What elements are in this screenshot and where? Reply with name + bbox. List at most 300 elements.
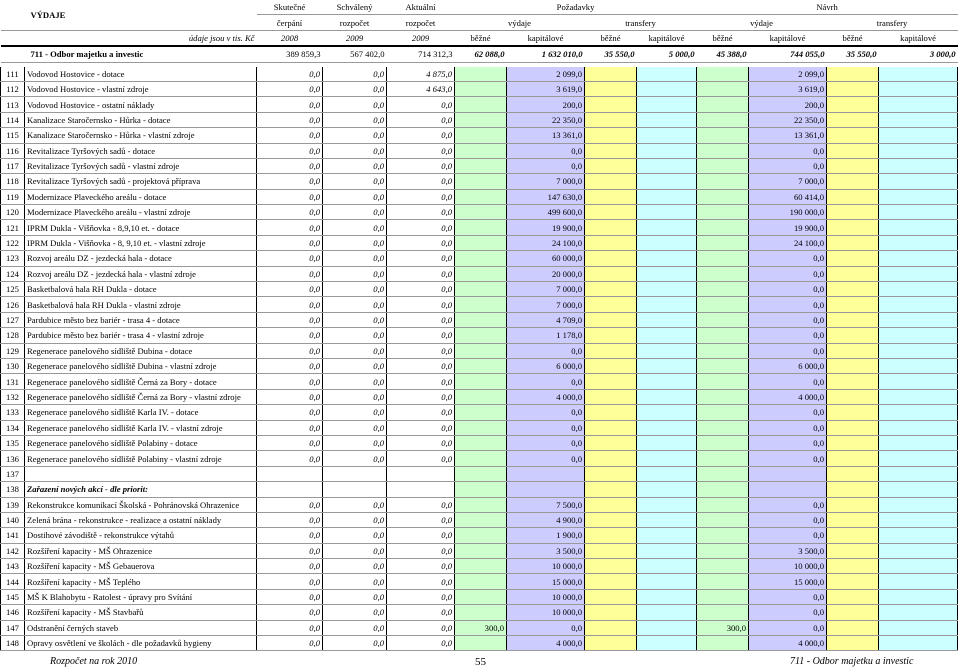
empty-cell <box>585 266 637 281</box>
row-number: 143 <box>1 559 25 574</box>
empty-cell <box>637 420 697 435</box>
nav-bezne-value <box>697 451 749 466</box>
nav-kap-value: 19 900,0 <box>749 220 827 235</box>
skutecne-value: 0,0 <box>257 497 323 512</box>
poz-kap-value: 10 000,0 <box>507 605 585 620</box>
skutecne-value: 0,0 <box>257 605 323 620</box>
poz-kap-value: 0,0 <box>507 374 585 389</box>
empty-cell <box>637 251 697 266</box>
poz-bezne-value <box>455 512 507 527</box>
empty-cell <box>827 543 879 558</box>
empty-cell <box>637 482 697 497</box>
skutecne-value: 0,0 <box>257 528 323 543</box>
nav-bezne-value <box>697 67 749 82</box>
poz-kap-value: 3 619,0 <box>507 81 585 96</box>
poz-bezne-value <box>455 405 507 420</box>
row-number: 139 <box>1 497 25 512</box>
poz-bezne-value <box>455 451 507 466</box>
empty-cell <box>827 528 879 543</box>
empty-cell <box>637 389 697 404</box>
row-number: 111 <box>1 67 25 82</box>
table-row <box>1 451 958 466</box>
empty-cell <box>637 189 697 204</box>
schvaleny-value: 0,0 <box>323 158 387 173</box>
dept-poz-bezne: 62 088,0 <box>455 46 507 62</box>
empty-cell <box>827 312 879 327</box>
row-name: Kanalizace Staročernsko - Hůrka - dotace <box>25 112 257 127</box>
poz-kap-value: 6 000,0 <box>507 358 585 373</box>
row-number: 133 <box>1 405 25 420</box>
empty-cell <box>827 158 879 173</box>
empty-cell <box>827 358 879 373</box>
table-row <box>1 251 958 266</box>
nav-bezne-value <box>697 158 749 173</box>
col-schvaleny-2: rozpočet <box>323 15 387 30</box>
row-number: 127 <box>1 312 25 327</box>
empty-cell <box>827 620 879 635</box>
poz-bezne-value <box>455 420 507 435</box>
table-row <box>1 559 958 574</box>
row-name: Revitalizace Tyršových sadů - dotace <box>25 143 257 158</box>
empty-cell <box>637 220 697 235</box>
nav-kap-value: 0,0 <box>749 420 827 435</box>
nav-bezne-value <box>697 205 749 220</box>
row-number: 145 <box>1 589 25 604</box>
empty-cell <box>585 528 637 543</box>
aktualni-value: 0,0 <box>387 574 455 589</box>
nav-kap-value: 22 350,0 <box>749 112 827 127</box>
nav-kap-value: 0,0 <box>749 405 827 420</box>
schvaleny-value: 0,0 <box>323 67 387 82</box>
empty-cell <box>827 112 879 127</box>
skutecne-value: 0,0 <box>257 435 323 450</box>
nav-kap-value: 0,0 <box>749 528 827 543</box>
nav-bezne-value <box>697 312 749 327</box>
skutecne-value: 0,0 <box>257 589 323 604</box>
poz-kap-value: 24 100,0 <box>507 235 585 250</box>
schvaleny-value: 0,0 <box>323 97 387 112</box>
poz-bezne-value <box>455 328 507 343</box>
aktualni-value: 0,0 <box>387 389 455 404</box>
empty-cell <box>585 220 637 235</box>
empty-cell <box>827 589 879 604</box>
empty-cell <box>637 128 697 143</box>
empty-cell <box>585 67 637 82</box>
poz-kap-value: 10 000,0 <box>507 559 585 574</box>
nav-kap-value: 0,0 <box>749 312 827 327</box>
nav-bezne-value <box>697 435 749 450</box>
table-row <box>1 589 958 604</box>
empty-cell <box>637 174 697 189</box>
skutecne-value: 0,0 <box>257 374 323 389</box>
skutecne-value: 0,0 <box>257 512 323 527</box>
row-number: 142 <box>1 543 25 558</box>
table-row <box>1 67 958 82</box>
poz-kap-value: 4 900,0 <box>507 512 585 527</box>
empty-cell <box>827 143 879 158</box>
empty-cell <box>637 451 697 466</box>
nav-kap-value: 0,0 <box>749 497 827 512</box>
nav-bezne-value <box>697 112 749 127</box>
aktualni-value: 0,0 <box>387 636 455 651</box>
poz-bezne-value <box>455 589 507 604</box>
dept-nav-bezne: 45 388,0 <box>697 46 749 62</box>
skutecne-value: 0,0 <box>257 559 323 574</box>
empty-cell <box>585 235 637 250</box>
col-aktualni-year: 2009 <box>387 30 455 46</box>
aktualni-value: 0,0 <box>387 589 455 604</box>
pozadavky-transfery: transfery <box>585 15 697 30</box>
empty-cell <box>827 451 879 466</box>
empty-cell <box>585 451 637 466</box>
poz-kap-value: 0,0 <box>507 158 585 173</box>
dept-nav-tr-bezne: 35 550,0 <box>827 46 879 62</box>
table-row <box>1 143 958 158</box>
schvaleny-value: 0,0 <box>323 420 387 435</box>
empty-cell <box>879 81 958 96</box>
empty-cell <box>827 297 879 312</box>
aktualni-value <box>387 482 455 497</box>
aktualni-value: 0,0 <box>387 620 455 635</box>
aktualni-value: 0,0 <box>387 358 455 373</box>
empty-cell <box>879 235 958 250</box>
nav-kap-value: 13 361,0 <box>749 128 827 143</box>
row-number: 125 <box>1 282 25 297</box>
row-name: Regenerace panelového sídliště Černá za Bory - dotace <box>25 374 257 389</box>
empty-cell <box>637 435 697 450</box>
empty-cell <box>637 559 697 574</box>
aktualni-value: 0,0 <box>387 251 455 266</box>
poz-kap-value: 7 000,0 <box>507 282 585 297</box>
nav-kap-value: 3 500,0 <box>749 543 827 558</box>
aktualni-value: 0,0 <box>387 543 455 558</box>
schvaleny-value: 0,0 <box>323 128 387 143</box>
footer-right: 711 - Odbor majetku a investic <box>790 656 914 667</box>
empty-cell <box>637 312 697 327</box>
row-number: 132 <box>1 389 25 404</box>
poz-bezne-value <box>455 482 507 497</box>
nav-kap-value: 0,0 <box>749 282 827 297</box>
row-name: Modernizace Plaveckého areálu - vlastní zdroje <box>25 205 257 220</box>
poz-kap-value: 10 000,0 <box>507 589 585 604</box>
empty-cell <box>585 282 637 297</box>
table-row <box>1 605 958 620</box>
poz-kap-value: 22 350,0 <box>507 112 585 127</box>
empty-cell <box>879 205 958 220</box>
schvaleny-value: 0,0 <box>323 343 387 358</box>
empty-cell <box>585 97 637 112</box>
empty-cell <box>585 466 637 481</box>
poz-kap-value: 4 000,0 <box>507 636 585 651</box>
aktualni-value: 0,0 <box>387 143 455 158</box>
empty-cell <box>879 466 958 481</box>
empty-cell <box>585 605 637 620</box>
poz-kap-value: 1 178,0 <box>507 328 585 343</box>
skutecne-value: 0,0 <box>257 220 323 235</box>
poz-bezne-value <box>455 605 507 620</box>
schvaleny-value: 0,0 <box>323 112 387 127</box>
empty-cell <box>585 205 637 220</box>
poz-bezne-value <box>455 251 507 266</box>
page-footer <box>0 656 959 672</box>
table-row <box>1 266 958 281</box>
schvaleny-value <box>323 466 387 481</box>
skutecne-value: 0,0 <box>257 158 323 173</box>
empty-cell <box>827 374 879 389</box>
row-number: 147 <box>1 620 25 635</box>
empty-cell <box>879 112 958 127</box>
col-schvaleny-year: 2009 <box>323 30 387 46</box>
nav-bezne-value <box>697 543 749 558</box>
nav-bezne-value <box>697 420 749 435</box>
poz-bezne-value <box>455 235 507 250</box>
skutecne-value: 0,0 <box>257 282 323 297</box>
aktualni-value: 0,0 <box>387 451 455 466</box>
schvaleny-value: 0,0 <box>323 451 387 466</box>
row-name: Regenerace panelového sídliště Polabiny - dotace <box>25 435 257 450</box>
skutecne-value <box>257 466 323 481</box>
schvaleny-value: 0,0 <box>323 512 387 527</box>
table-row <box>1 636 958 651</box>
row-name: Vodovod Hostovice - dotace <box>25 67 257 82</box>
poz-bezne-value <box>455 358 507 373</box>
empty-cell <box>879 358 958 373</box>
schvaleny-value: 0,0 <box>323 358 387 373</box>
row-name: Odstranění černých staveb <box>25 620 257 635</box>
aktualni-value: 0,0 <box>387 112 455 127</box>
skutecne-value: 0,0 <box>257 312 323 327</box>
skutecne-value: 0,0 <box>257 81 323 96</box>
aktualni-value: 0,0 <box>387 405 455 420</box>
nav-kap-value: 6 000,0 <box>749 358 827 373</box>
hdr-kapitalove: kapitálové <box>879 30 958 46</box>
nav-bezne-value <box>697 97 749 112</box>
table-row <box>1 389 958 404</box>
nav-bezne-value <box>697 589 749 604</box>
empty-cell <box>879 559 958 574</box>
nav-bezne-value <box>697 343 749 358</box>
row-name: Vodovod Hostovice - vlastní zdroje <box>25 81 257 96</box>
poz-bezne-value <box>455 282 507 297</box>
empty-cell <box>879 374 958 389</box>
table-row <box>1 466 958 481</box>
empty-cell <box>585 128 637 143</box>
empty-cell <box>827 559 879 574</box>
empty-cell <box>585 497 637 512</box>
dept-skutecne: 389 859,3 <box>257 46 323 62</box>
table-row <box>1 435 958 450</box>
skutecne-value: 0,0 <box>257 205 323 220</box>
skutecne-value: 0,0 <box>257 112 323 127</box>
empty-cell <box>585 574 637 589</box>
skutecne-value: 0,0 <box>257 405 323 420</box>
schvaleny-value: 0,0 <box>323 189 387 204</box>
empty-cell <box>879 97 958 112</box>
nav-kap-value: 10 000,0 <box>749 559 827 574</box>
table-row <box>1 420 958 435</box>
row-name: MŠ K Blahobytu - Ratolest - úpravy pro Svítání <box>25 589 257 604</box>
poz-bezne-value <box>455 158 507 173</box>
poz-bezne-value <box>455 343 507 358</box>
table-row <box>1 312 958 327</box>
aktualni-value: 4 875,0 <box>387 67 455 82</box>
row-number: 112 <box>1 81 25 96</box>
empty-cell <box>879 297 958 312</box>
nav-bezne-value <box>697 497 749 512</box>
empty-cell <box>637 636 697 651</box>
empty-cell <box>637 543 697 558</box>
nav-kap-value: 0,0 <box>749 158 827 173</box>
row-name: Rozšíření kapacity - MŠ Ohrazenice <box>25 543 257 558</box>
skutecne-value <box>257 482 323 497</box>
row-name: IPRM Dukla - Višňovka - 8,9,10 et. - dotace <box>25 220 257 235</box>
col-skutecne-1: Skutečné <box>257 0 323 15</box>
empty-cell <box>637 405 697 420</box>
empty-cell <box>637 374 697 389</box>
row-name: Basketbalová hala RH Dukla - vlastní zdroje <box>25 297 257 312</box>
row-number: 138 <box>1 482 25 497</box>
aktualni-value: 0,0 <box>387 128 455 143</box>
skutecne-value: 0,0 <box>257 235 323 250</box>
aktualni-value: 0,0 <box>387 420 455 435</box>
poz-kap-value: 19 900,0 <box>507 220 585 235</box>
empty-cell <box>585 328 637 343</box>
row-name: Kanalizace Staročernsko - Hůrka - vlastní zdroje <box>25 128 257 143</box>
header-row-3 <box>1 30 958 46</box>
nav-kap-value: 0,0 <box>749 343 827 358</box>
row-number: 119 <box>1 189 25 204</box>
skutecne-value: 0,0 <box>257 297 323 312</box>
row-number: 118 <box>1 174 25 189</box>
hdr-kapitalove: kapitálové <box>749 30 827 46</box>
empty-cell <box>879 251 958 266</box>
empty-cell <box>827 405 879 420</box>
nav-bezne-value <box>697 297 749 312</box>
nav-bezne-value <box>697 636 749 651</box>
aktualni-value: 0,0 <box>387 605 455 620</box>
dept-schvaleny: 567 402,0 <box>323 46 387 62</box>
empty-cell <box>879 620 958 635</box>
table-row <box>1 174 958 189</box>
aktualni-value: 0,0 <box>387 189 455 204</box>
table-row <box>1 620 958 635</box>
row-number: 140 <box>1 512 25 527</box>
table-row <box>1 297 958 312</box>
schvaleny-value: 0,0 <box>323 143 387 158</box>
row-name: Rozšíření kapacity - MŠ Gebauerova <box>25 559 257 574</box>
poz-kap-value: 1 900,0 <box>507 528 585 543</box>
empty-cell <box>879 405 958 420</box>
nav-bezne-value <box>697 528 749 543</box>
empty-cell <box>585 251 637 266</box>
nav-bezne-value <box>697 81 749 96</box>
empty-cell <box>637 67 697 82</box>
poz-bezne-value <box>455 389 507 404</box>
navrh-header: Návrh <box>697 0 958 15</box>
empty-cell <box>637 297 697 312</box>
poz-kap-value: 7 000,0 <box>507 297 585 312</box>
aktualni-value: 0,0 <box>387 497 455 512</box>
poz-bezne-value <box>455 636 507 651</box>
empty-cell <box>827 636 879 651</box>
empty-cell <box>637 358 697 373</box>
aktualni-value: 0,0 <box>387 235 455 250</box>
dept-poz-kap: 1 632 010,0 <box>507 46 585 62</box>
empty-cell <box>637 282 697 297</box>
aktualni-value: 0,0 <box>387 220 455 235</box>
row-number: 120 <box>1 205 25 220</box>
nav-bezne-value <box>697 374 749 389</box>
table-row <box>1 512 958 527</box>
nav-kap-value: 7 000,0 <box>749 174 827 189</box>
row-number: 146 <box>1 605 25 620</box>
dept-nav-tr-kap: 3 000,0 <box>879 46 958 62</box>
nav-kap-value: 15 000,0 <box>749 574 827 589</box>
table-row <box>1 282 958 297</box>
empty-cell <box>827 67 879 82</box>
nav-bezne-value <box>697 189 749 204</box>
nav-bezne-value <box>697 512 749 527</box>
empty-cell <box>879 266 958 281</box>
poz-kap-value: 0,0 <box>507 405 585 420</box>
table-row <box>1 343 958 358</box>
empty-cell <box>585 482 637 497</box>
row-number: 122 <box>1 235 25 250</box>
poz-kap-value: 4 709,0 <box>507 312 585 327</box>
col-skutecne-year: 2008 <box>257 30 323 46</box>
empty-cell <box>879 67 958 82</box>
row-number: 134 <box>1 420 25 435</box>
empty-cell <box>827 466 879 481</box>
empty-cell <box>827 174 879 189</box>
navrh-transfery: transfery <box>827 15 958 30</box>
dept-poz-tr-bezne: 35 550,0 <box>585 46 637 62</box>
empty-cell <box>585 405 637 420</box>
col-skutecne-2: čerpání <box>257 15 323 30</box>
nav-bezne-value <box>697 559 749 574</box>
poz-kap-value: 2 099,0 <box>507 67 585 82</box>
nav-bezne-value <box>697 405 749 420</box>
empty-cell <box>827 435 879 450</box>
poz-bezne-value <box>455 559 507 574</box>
empty-cell <box>827 205 879 220</box>
poz-bezne-value <box>455 81 507 96</box>
row-name: Rozšíření kapacity - MŠ Stavbařů <box>25 605 257 620</box>
poz-bezne-value <box>455 97 507 112</box>
col-schvaleny-1: Schválený <box>323 0 387 15</box>
empty-cell <box>827 81 879 96</box>
row-number: 117 <box>1 158 25 173</box>
empty-cell <box>585 559 637 574</box>
nav-kap-value: 0,0 <box>749 605 827 620</box>
schvaleny-value: 0,0 <box>323 620 387 635</box>
dept-poz-tr-kap: 5 000,0 <box>637 46 697 62</box>
row-name: Rozvoj areálu DZ - jezdecká hala - dotace <box>25 251 257 266</box>
empty-cell <box>879 451 958 466</box>
row-number: 126 <box>1 297 25 312</box>
empty-cell <box>879 636 958 651</box>
row-name: Regenerace panelového sídliště Polabiny - vlastní zdroje <box>25 451 257 466</box>
empty-cell <box>879 482 958 497</box>
empty-cell <box>585 297 637 312</box>
empty-cell <box>879 512 958 527</box>
department-row <box>1 46 958 62</box>
aktualni-value: 0,0 <box>387 205 455 220</box>
row-number: 121 <box>1 220 25 235</box>
empty-cell <box>879 589 958 604</box>
row-number: 141 <box>1 528 25 543</box>
empty-cell <box>879 174 958 189</box>
